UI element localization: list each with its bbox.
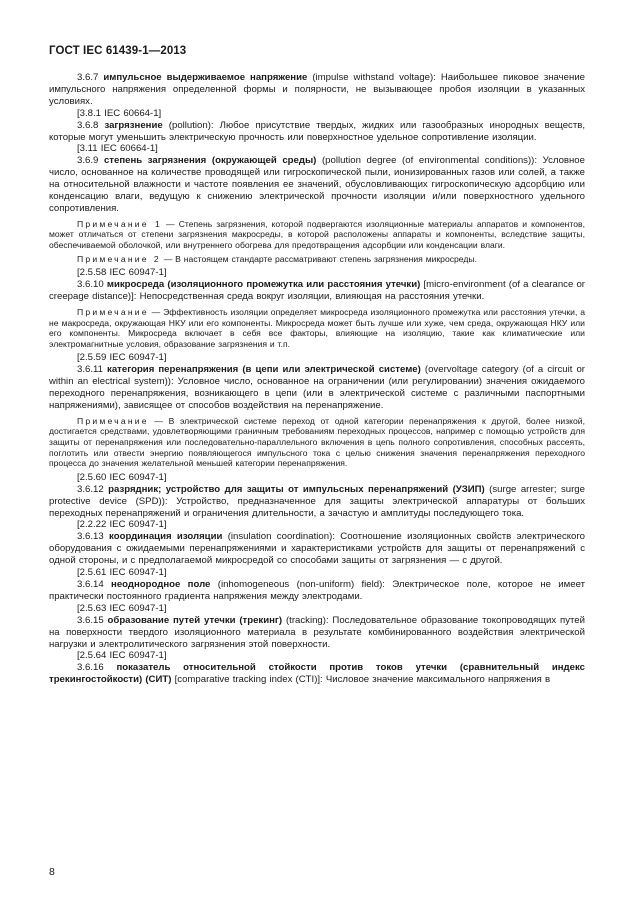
note-label: Примечание [77,306,149,317]
reference-line: [3.11 IEC 60664-1] [77,143,158,155]
definition-text: (inhomogeneous (non-uniform) field): Электрическое поле, которое не имеет практически постоянного градиента напряжения между электродами. [49,579,586,602]
definition-paragraph [49,155,585,215]
note-text: — Степень загрязнения, которой подвергаются изоляционные материалы аппаратов и компонентов, может отличаться от степени загрязнения макросреды, в которой расположены аппараты и компоненты, вследствие защиты, обеспечиваемой оболочкой, или внутреннего обогрева для предотвращения адсорбции или конденсации влаги. [49,218,585,251]
note-text: — В настоящем стандарте рассматривают степень загрязнения микросреды. [160,253,477,264]
definition-paragraph [49,579,585,603]
document-body [49,72,585,686]
clause-number: 3.6.15 [77,614,104,626]
definition-text: (pollution degree (of environmental conditions)): Условное число, основанное на количестве проводящей или гигроскопической пыли, ионизированных газов или солей, а также на относительной влажности и частоте появления ее значений, обусловливающих гигроскопическую адсорбцию или конденсацию влаги, ведущую к снижению электрической прочности изоляции и/или поверхностного удельного сопротивления. [49,155,585,214]
defined-term: показатель относительной стойкости против токов утечки (сравнительный индекс трекингостойкости) (СИТ) [49,662,585,686]
reference-line: [2.5.63 IEC 60947-1] [77,602,167,614]
clause-number: 3.6.12 [77,483,104,495]
definition-text: [comparative tracking index (CTI)]: Числовое значение максимального напряжения в [171,674,551,686]
clause-number: 3.6.16 [77,662,104,674]
reference-line: [2.5.59 IEC 60947-1] [77,352,167,364]
reference-line: [2.5.58 IEC 60947-1] [77,267,167,279]
definition-text: (tracking): Последовательное образование токопроводящих путей на поверхности твердого изоляционного материала в результате комбинированного воздействия электрической нагрузки и электролитического загрязнения этой поверхности. [49,614,585,650]
clause-number: 3.6.7 [77,72,99,83]
definition-text: (surge arrester; surge protective device (SPD)): Устройство, предназначенное для защиты электрической аппаратуры от больших переходных перенапряжений и ограничения длительности, а зачастую и амплитуды последующего тока. [49,483,585,519]
definition-text: (overvoltage category (of a circuit or within an electrical system)): Условное число, основанное на ограничении (или регулировании) значения ожидаемого переходного перенапряжения, возникающего в цепи (или в электрической системе с различными паспортными напряжениями), зависящее от способов воздействия на перенапряжение. [49,364,585,411]
defined-term: образование путей утечки (трекинг) [107,614,283,626]
definition-text: (insulation coordination): Соотношение изоляционных свойств электрического оборудования с ожидаемыми перенапряжениями и характеристиками устройств для защиты от перенапряжений с одной стороны, и с предполагаемой микросредой со способами защиты от загрязнения — с другой. [49,531,586,567]
defined-term: микросреда (изоляционного промежутка или расстояния утечки) [106,279,421,291]
definition-paragraph [49,615,585,651]
defined-term: загрязнение [104,119,163,131]
clause-number: 3.6.14 [77,579,104,590]
reference-line: [2.5.64 IEC 60947-1] [77,650,167,662]
clause-number: 3.6.13 [77,531,104,543]
definition-paragraph [49,120,585,144]
page-number: 8 [49,866,55,878]
note-paragraph [49,307,585,349]
note-label: Примечание 2 [77,253,161,264]
note-label: Примечание [77,415,149,426]
reference-line: [2.2.22 IEC 60947-1] [77,519,167,531]
definition-paragraph [49,531,585,567]
definition-paragraph [49,662,585,686]
note-text: — В электрической системе переход от одной категории перенапряжения к другой, более низкой, достигается средствами, удовлетворяющими граничным требованиям переходных процессов, например с помощью устройств для защиты от перенапряжения или последовательно-параллельного включения в цепь полного сопротивления, способных рассеять, поглотить или отвести энергию появляющегося импульсного тока с целью снижения значения перенапряжения переходного процесса до значения желательной меньшей категории перенапряжения. [49,415,585,469]
note-text: — Эффективность изоляции определяет микросреда изоляционного промежутка или расстояния утечки, а не макросреда, окружающая НКУ или его компоненты. Микросреда может быть лучше или хуже, чем среда, окружающая НКУ или его компоненты. Микросреда включает в себя все факторы, влияющие на изоляцию, такие как климатические или электромагнитные условия, образование загрязнения и т.п. [49,306,586,349]
clause-number: 3.6.10 [77,279,104,291]
defined-term: категория перенапряжения (в цепи или электрической системе) [107,364,421,376]
reference-line: [2.5.61 IEC 60947-1] [77,567,167,579]
reference-line: [2.5.60 IEC 60947-1] [77,471,167,483]
note-paragraph [49,416,585,469]
defined-term: импульсное выдерживаемое напряжение [103,72,308,83]
clause-number: 3.6.9 [77,155,99,167]
definition-paragraph [49,279,585,303]
definition-paragraph [49,72,585,108]
defined-term: разрядник; устройство для защиты от импульсных перенапряжений (УЗИП) [108,483,485,495]
defined-term: координация изоляции [109,531,223,543]
definition-text: [micro-environment (of a clearance or creepage distance)]: Непосредственная среда вокруг изоляции, влияющая на расстояния утечки. [49,279,585,303]
clause-number: 3.6.11 [77,364,103,376]
note-paragraph [49,254,585,265]
definition-paragraph [49,364,585,412]
definition-text: (pollution): Любое присутствие твердых, жидких или газообразных инородных веществ, которые могут уменьшить электрическую прочность или поверхностное удельное сопротивление изоляции. [49,119,586,143]
reference-line: [3.8.1 IEC 60664-1] [77,107,162,119]
definition-paragraph [49,484,585,520]
note-paragraph [49,219,585,251]
defined-term: степень загрязнения (окружающей среды) [103,155,317,167]
document-header: ГОСТ IEC 61439-1—2013 [49,45,187,57]
definition-text: (impulse withstand voltage): Наибольшее пиковое значение импульсного напряжения определенной формы и полярности, не вызывающее пробоя изоляции в указанных условиях. [49,72,586,107]
clause-number: 3.6.8 [77,119,99,131]
note-label: Примечание 1 [77,218,162,229]
defined-term: неоднородное поле [111,579,211,590]
